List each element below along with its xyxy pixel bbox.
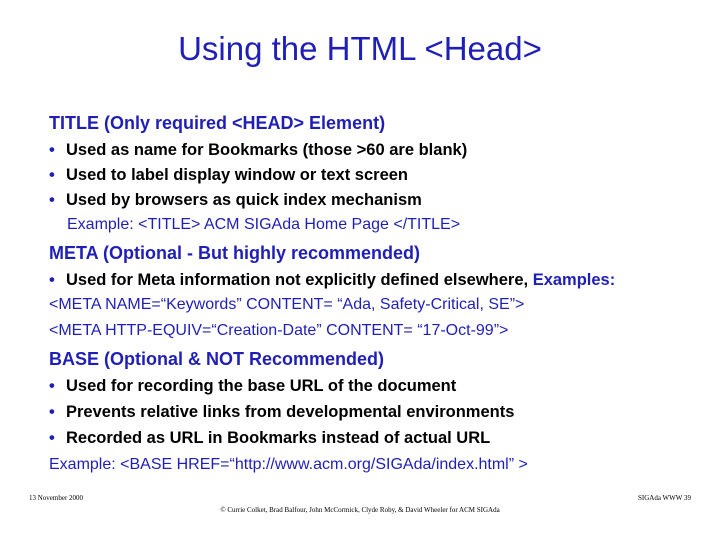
base-example: Example: <BASE HREF=“http://www.acm.org/SIGAda/index.html” > [49, 456, 528, 473]
examples-label: Examples: [532, 271, 616, 289]
bullet-text: Used by browsers as quick index mechanism [66, 191, 422, 209]
bullet-text: Prevents relative links from developmental environments [66, 403, 515, 421]
bullet-icon: • [49, 429, 55, 447]
base-section-heading: BASE (Optional & NOT Recommended) [49, 349, 385, 369]
bullet-icon: • [49, 403, 55, 421]
meta-section-heading: META (Optional - But highly recommended) [49, 243, 420, 263]
bullet-text: Used to label display window or text screen [66, 166, 409, 184]
bullet-item [49, 271, 615, 290]
bullet-item [49, 377, 456, 396]
bullet-item [49, 403, 514, 422]
bullet-icon: • [49, 166, 55, 184]
bullet-item [49, 429, 490, 448]
bullet-text: Used for recording the base URL of the document [66, 377, 457, 395]
bullet-text: Used as name for Bookmarks (those >60 are blank) [66, 141, 468, 159]
meta-code-line: <META NAME=“Keywords” CONTENT= “Ada, Safety-Critical, SE”> [49, 296, 525, 313]
title-section-heading: TITLE (Only required <HEAD> Element) [49, 113, 386, 133]
bullet-item [49, 166, 408, 185]
bullet-icon: • [49, 191, 55, 209]
bullet-icon: • [49, 377, 55, 395]
bullet-item [49, 191, 422, 210]
bullet-text: Used for Meta information not explicitly defined elsewhere, [66, 271, 529, 289]
bullet-text: Recorded as URL in Bookmarks instead of actual URL [66, 429, 491, 447]
bullet-icon: • [49, 141, 55, 159]
footer-date: 13 November 2000 [29, 494, 84, 502]
footer-credit: © Currie Colket, Brad Balfour, John McCormick, Clyde Roby, & David Wheeler for ACM SIGAda [220, 506, 500, 514]
bullet-item [49, 141, 467, 160]
title-example: Example: <TITLE> ACM SIGAda Home Page </TITLE> [67, 216, 461, 233]
footer-page-number: SIGAda WWW 39 [637, 494, 691, 502]
slide-title: Using the HTML <Head> [178, 30, 542, 67]
bullet-icon: • [49, 271, 55, 289]
meta-code-line: <META HTTP-EQUIV=“Creation-Date” CONTENT= “17-Oct-99”> [49, 322, 509, 339]
